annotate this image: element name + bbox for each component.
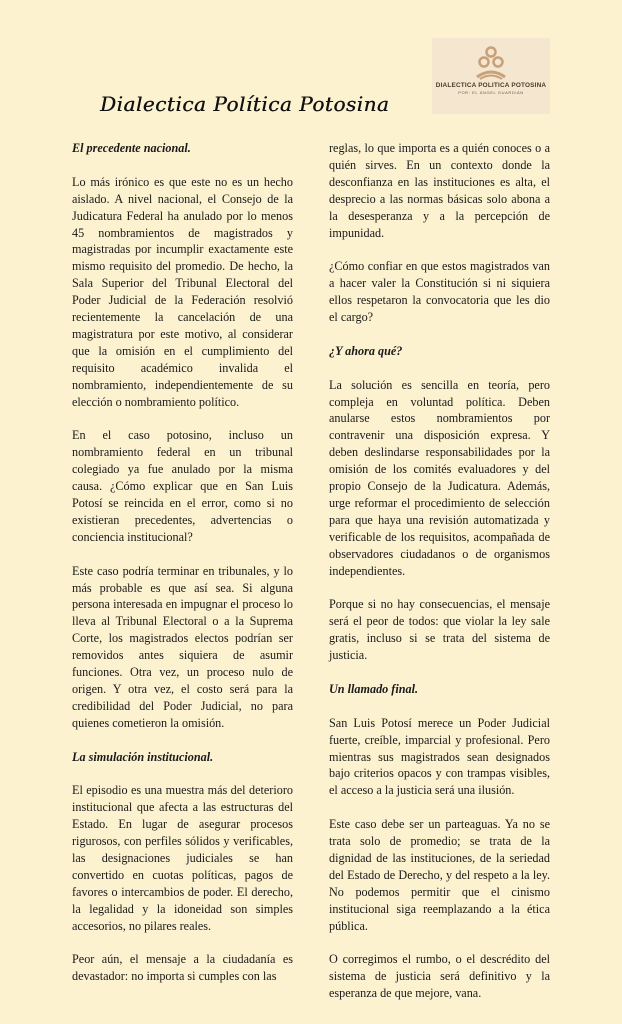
left-column [72, 140, 293, 1002]
section-heading: La simulación institucional. [72, 749, 214, 764]
paragraph: En el caso potosino, incluso un nombramiento federal en un tribunal colegiado ya fue anulado por la misma causa. ¿Cómo explicar que en San Luis Potosí se reincida en el error, como si no existieran precedentes, advertencias o conciencia institucional? [72, 428, 293, 544]
section-heading: Un llamado final. [329, 681, 419, 696]
paragraph: ¿Cómo confiar en que estos magistrados van a hacer valer la Constitución si ni siquiera ellos respetaron la convocatoria que les dio el cargo? [329, 259, 550, 325]
logo-name: DIALECTICA POLITICA POTOSINA [435, 82, 547, 89]
paragraph: El episodio es una muestra más del deterioro institucional que afecta a las estructuras del Estado. En lugar de asegurar procesos rigurosos, con perfiles sólidos y verificables, las designaciones judiciales se han convertido en cuotas políticas, pagos de favores o intercambios de poder. El derecho, la legalidad y la idoneidad son simples accesorios, no pilares reales. [72, 783, 293, 933]
paragraph: O corregimos el rumbo, o el descrédito del sistema de justicia será definitivo y la esperanza de que mejore, vana. [329, 952, 550, 1001]
masthead-title: Dialectica Política Potosina [100, 92, 390, 116]
paragraph: reglas, lo que importa es a quién conoces o a quién sirves. En un contexto donde la desconfianza en las instituciones es alta, el desprecio a las normas básicas solo abona a la desesperanza y a la percepción de impunidad. [329, 141, 550, 240]
paragraph: Este caso debe ser un parteaguas. Ya no se trata solo de promedio; se trata de la dignidad de las instituciones, de la seriedad del Estado de Derecho, y del respeto a la ley. No podemos permitir que el cinismo institucional siga reemplazando a la ética pública. [329, 817, 550, 933]
section-heading: El precedente nacional. [72, 141, 191, 155]
logo-tagline: POR: EL ÁNGEL GUARDIÁN [458, 90, 524, 95]
paragraph: Porque si no hay consecuencias, el mensaje será el peor de todos: que violar la ley sale gratis, incluso si se trata del sistema de justicia. [329, 597, 550, 663]
logo-mark-icon [471, 46, 511, 80]
paragraph: La solución es sencilla en teoría, pero compleja en voluntad política. Deben anularse estos nombramientos por contravenir una disposición expresa. Y deben deslindarse responsabilidades por la omisión de los comités evaluadores y del propio Consejo de la Judicatura. Además, urge reformar el procedimiento de selección para que haya una revisión automatizada y verificable de los requisitos, acompañada de observadores ciudadanos o de organismos independientes. [329, 377, 550, 578]
paragraph: San Luis Potosí merece un Poder Judicial fuerte, creíble, imparcial y profesional. Pero mientras sus magistrados sean designados bajo criterios opacos y con trampas visibles, el acceso a la justicia será una ilusión. [329, 715, 550, 798]
paragraph: Peor aún, el mensaje a la ciudadanía es devastador: no importa si cumples con las [72, 952, 293, 984]
paragraph: Este caso podría terminar en tribunales, y lo más probable es que así sea. Si alguna persona interesada en impugnar el proceso lo lleva al Tribunal Electoral o a la Suprema Corte, los magistrados electos podrían ser removidos antes siquiera de asumir funciones. Otra vez, un proceso nulo de origen. Y otra vez, el costo será para la credibilidad del Poder Judicial, no para quienes cometieron la omisión. [72, 563, 293, 730]
publication-logo [432, 38, 550, 114]
right-column [329, 140, 550, 1019]
section-heading: ¿Y ahora qué? [329, 343, 403, 358]
paragraph: Lo más irónico es que este no es un hecho aislado. A nivel nacional, el Consejo de la Judicatura Federal ha anulado por lo menos 45 nombramientos de magistrados y magistradas por incumplir exactamente este mismo requisito del promedio. De hecho, la Sala Superior del Tribunal Electoral del Poder Judicial de la Federación resolvió recientemente la cancelación de una magistratura por este motivo, al considerar que la omisión en el cumplimiento del requisito académico invalida el nombramiento, independientemente de su elección o nombramiento político. [72, 174, 293, 409]
